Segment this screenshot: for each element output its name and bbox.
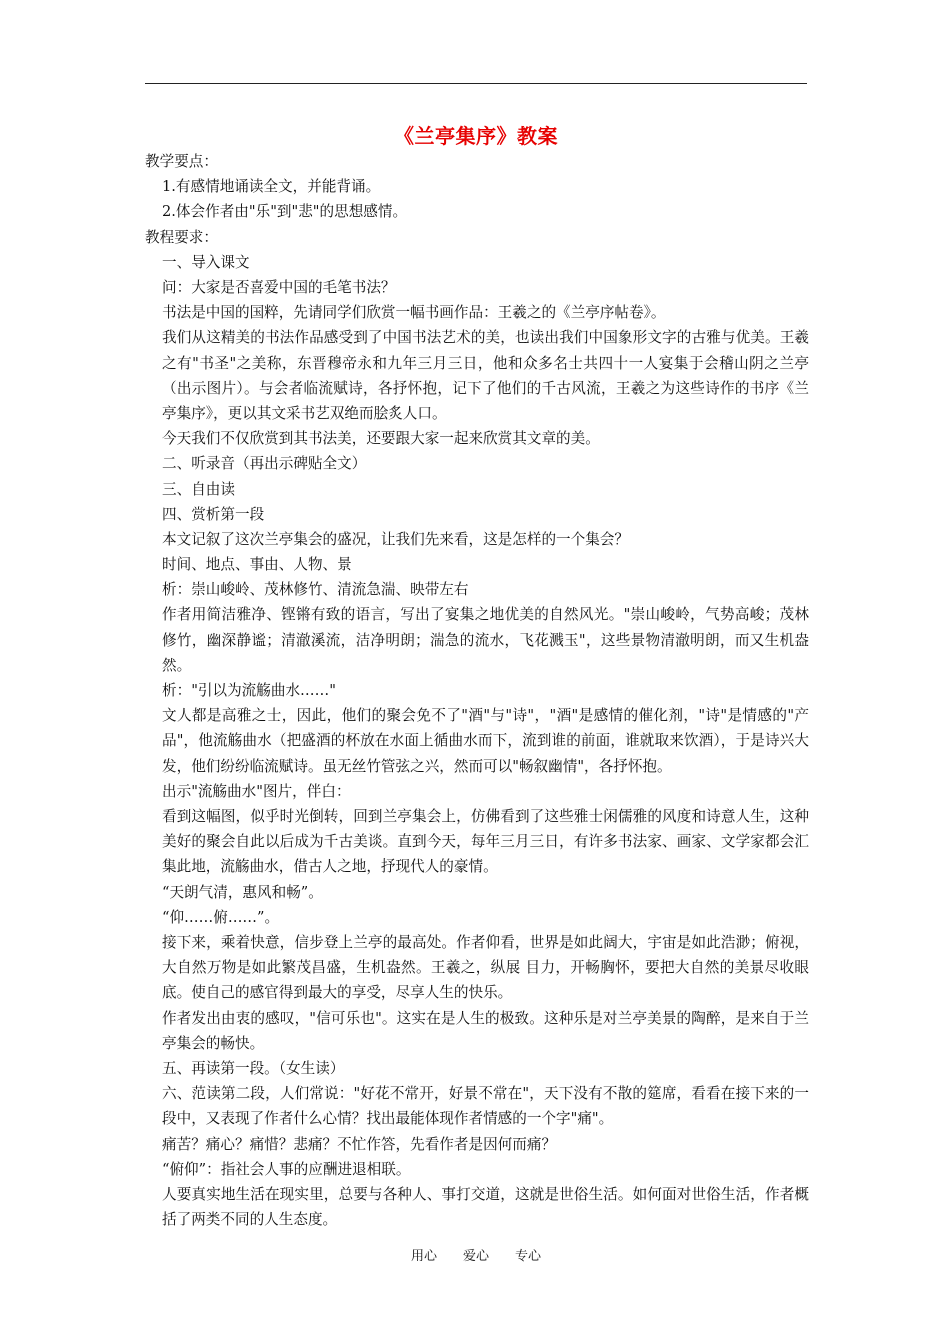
body-line: 五、再读第一段。（女生读） xyxy=(162,1060,345,1078)
body-paragraph: 看到这幅图，似乎时光倒转，回到兰亭集会上，仿佛看到了这些雅士闲儒雅的风度和诗意人生，这种美好的聚会自此以后成为千古美谈。直到今天，每年三月三日，有许多书法家、画家、文学家都会汇集此地，流觞曲水，借古人之地，抒现代人的豪情。 xyxy=(162,808,809,876)
body-line: 时间、地点、事由、人物、景 xyxy=(162,556,352,574)
body-line: 问：大家是否喜爱中国的毛笔书法？ xyxy=(162,278,396,296)
body-line: 教学要点： xyxy=(145,153,218,170)
body-line: 今天我们不仅欣赏到其书法美，还要跟大家一起来欣赏其文章的美。 xyxy=(162,430,600,448)
body-paragraph: 六、范读第二段，人们常说："好花不常开，好景不常在"，天下没有不散的筵席，看看在接下来的一段中，又表现了作者什么心情？找出最能体现作者情感的一个字"痛"。 xyxy=(162,1085,809,1128)
body-line: 本文记叙了这次兰亭集会的盛况，让我们先来看，这是怎样的一个集会？ xyxy=(162,530,630,548)
body-line: 出示"流觞曲水"图片，伴白： xyxy=(162,782,351,800)
body-paragraph: 文人都是高雅之士，因此，他们的聚会免不了"酒"与"诗"，"酒"是感情的催化剂，"诗"是情感的"产品"，他流觞曲水（把盛酒的杯放在水面上循曲水而下，流到谁的前面，谁就取来饮酒），于是诗兴大发，他们纷纷临流赋诗。虽无丝竹管弦之兴，然而可以"畅叙幽情"，各抒怀抱。 xyxy=(162,707,809,775)
body-paragraph: 作者用简洁雅净、铿锵有致的语言，写出了宴集之地优美的自然风光。"崇山峻岭，气势高峻；茂林修竹，幽深静谧；清澈溪流，洁净明朗；湍急的流水，飞花溅玉"，这些景物清澈明朗，而又生机盎然。 xyxy=(162,606,809,674)
body-line: 痛苦？痛心？痛惜？悲痛？不忙作答，先看作者是因何而痛？ xyxy=(162,1135,557,1153)
body-line: 析：崇山峻岭、茂林修竹、清流急湍、映带左右 xyxy=(162,581,469,599)
body-line: “俯仰”：指社会人事的应酬进退相联。 xyxy=(162,1160,411,1178)
body-paragraph: 人要真实地生活在现实里，总要与各种人、事打交道，这就是世俗生活。如何面对世俗生活，作者概括了两类不同的人生态度。 xyxy=(162,1186,809,1229)
body-line: “天朗气清，惠风和畅”。 xyxy=(162,883,323,901)
body-line: 1.有感情地诵读全文，并能背诵。 xyxy=(162,178,381,196)
body-line: 书法是中国的国粹，先请同学们欣赏一幅书画作品：王羲之的《兰亭序帖卷》。 xyxy=(162,304,666,322)
body-line: 教程要求： xyxy=(145,228,218,246)
body-line: 三、自由读 xyxy=(162,480,235,498)
body-line: 2.体会作者由"乐"到"悲"的思想感情。 xyxy=(162,203,408,221)
body-paragraph: 接下来，乘着快意，信步登上兰亭的最高处。作者仰看，世界是如此阔大，宇宙是如此浩渺；俯视，大自然万物是如此繁茂昌盛，生机盎然。王羲之，纵展 目力，开畅胸怀，要把大自然的美景尽收眼底。使自己的感官得到最大的享受，尽享人生的快乐。 xyxy=(162,934,809,1002)
page-footer: 用心 爱心 专心 xyxy=(410,1249,541,1264)
document-body xyxy=(145,149,809,1232)
body-line: “仰……俯……”。 xyxy=(162,908,280,926)
body-paragraph: 我们从这精美的书法作品感受到了中国书法艺术的美，也读出我们中国象形文字的古雅与优美。王羲之有"书圣"之美称，东晋穆帝永和九年三月三日，他和众多名士共四十一人宴集于会稽山阴之兰亭（出示图片）。与会者临流赋诗，各抒怀抱，记下了他们的千古风流，王羲之为这些诗作的书序《兰亭集序》，更以其文采书艺双绝而脍炙人口。 xyxy=(162,329,809,422)
header-rule xyxy=(145,83,807,84)
body-line: 一、导入课文 xyxy=(162,253,250,271)
body-paragraph: 作者发出由衷的感叹，"信可乐也"。这实在是人生的极致。这种乐是对兰亭美景的陶醉，是来自于兰亭集会的畅快。 xyxy=(162,1009,809,1052)
document-title: 《兰亭集序》教案 xyxy=(394,124,558,148)
body-line: 二、听录音（再出示碑贴全文） xyxy=(162,455,367,473)
body-line: 析："引以为流觞曲水……" xyxy=(162,682,336,700)
body-line: 四、赏析第一段 xyxy=(162,505,265,523)
